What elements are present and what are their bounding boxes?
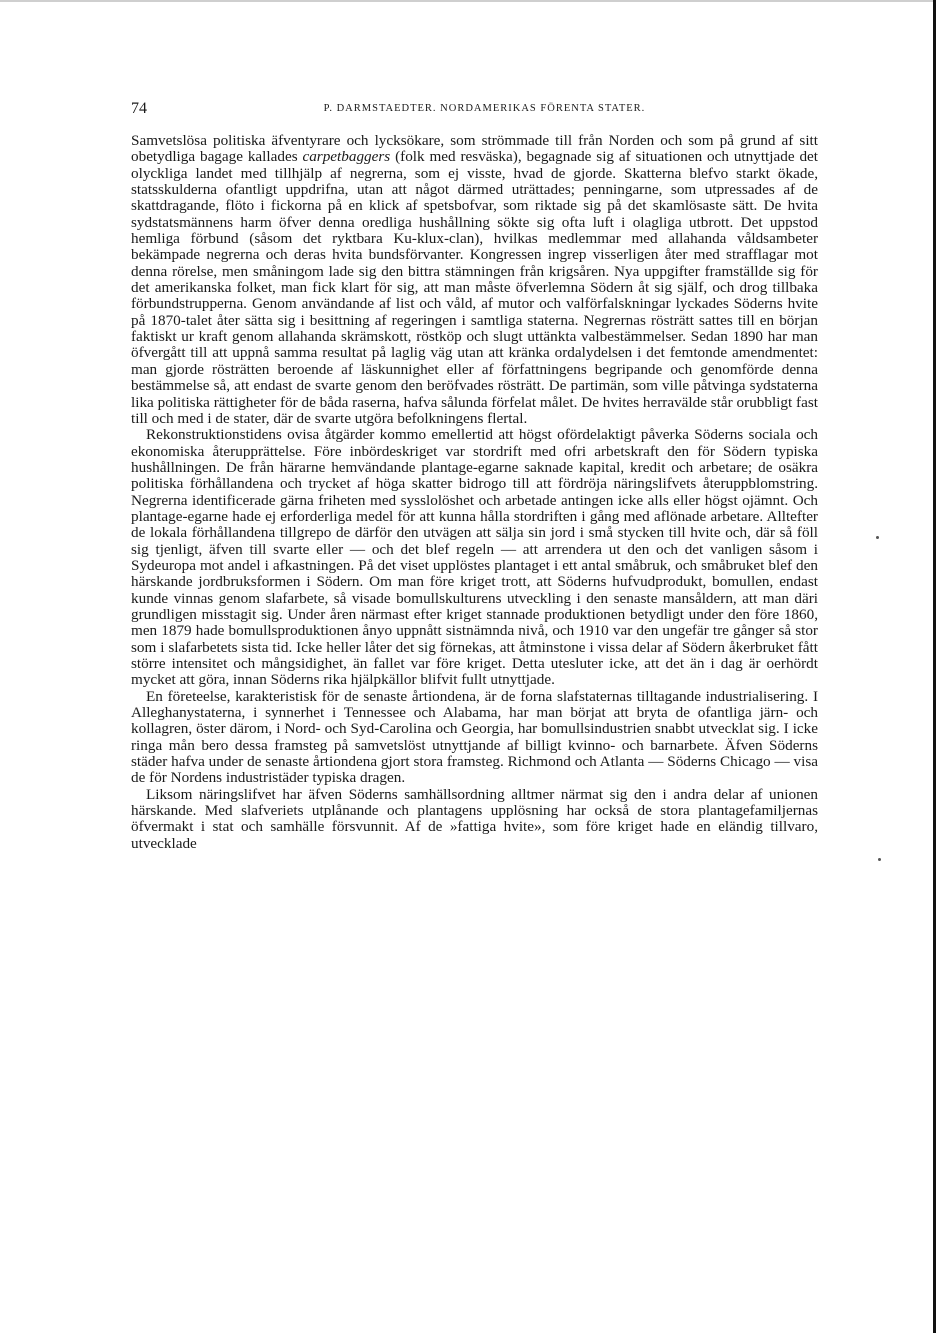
body-text (131, 133, 818, 852)
running-head: P. DARMSTAEDTER. NORDAMERIKAS FÖRENTA STATER. (323, 103, 646, 114)
paragraph-3: En företeelse, karakteristisk för de senaste årtiondena, är de forna slafstaternas tilltagande industrialisering. I Alleghanystaterna, i synnerhet i Tennessee och Alabama, har man börjat att bryta de ofantliga järn- och kollagren, öster därom, i Nord- och Syd-Carolina och Georgia, har bomullsindustrien snabbt utvecklat sig. I icke ringa mån bero dessa framsteg på samvetslöst utnyttjande af billigt kvinno- och barnarbete. Äfven Söderns städer hafva under de senaste årtiondena gjort stora framsteg. Richmond och Atlanta — Söderns Chicago — visa de för Nordens industristäder typiska dragen. (131, 687, 818, 787)
paragraph-1: Samvetslösa politiska äfventyrare och lycksökare, som strömmade till från Norden och som på grund af sitt obetydliga bagage kallades carpetbaggers (folk med resväska), begagnade sig af situationen och utnyttjade det olyckliga landet med tillhjälp af negrerna, som ej visste, hvad de gjorde. Skatterna blefvo starkt ökade, statsskulderna ofantligt uppdrifna, utan att något därmed uträttades; penningarne, som utpressades af de skattdragande, flöto i fickorna på en klick af spetsbofvar, som riktade sig på det skamlösaste sätt. De hvita sydstatsmännens harm öfver denna oredliga hushållning sökte sig ofta luft i olagliga utbrott. Det uppstod hemliga förbund (såsom det ryktbara Ku-klux-clan), hvilkas medlemmar med allahanda våldsambeter bekämpade negrerna och deras hvita bundsförvanter. Kongressen ingrep visserligen åter med strafflagar mot denna rörelse, men småningom lade sig den bittra stämningen från krigsåren. Nya uppgifter framställde sig för det amerikanska folket, man fick klart för sig, att man måste öfverlemna Södern åt sig själf, och drog tillbaka förbundstrupperna. Genom användande af list och våld, af mutor och valförfalskningar lyckades Söderns hvite på 1870-talet åter sätta sig i besittning af regeringen i samtliga staterna. Negrernas rösträtt sattes till en början faktiskt ur kraft genom allahanda skrämskott, röstköp och slugt uttänkta valbestämmelser. Sedan 1890 har man öfvergått till att uppnå samma resultat på laglig väg utan att kränka ordalydelsen i det femtonde amendmentet: man gjorde rösträtten beroende af läskunnighet eller af författningens begripande och genomförde denna bestämmelse så, att endast de svarte genom den beröfvades rösträtt. De partimän, som ville påtvinga sydstaterna lika politiska rättigheter för de båda raserna, hafva sålunda förfelat målet. De hvites herravälde står orubbligt fast till och med i de stater, där de svarte utgöra befolkningens flertal. (131, 132, 818, 427)
paragraph-2: Rekonstruktionstidens ovisa åtgärder kommo emellertid att högst ofördelaktigt påverka Söderns sociala och ekonomiska återupprättelse. Före inbördeskriget var stordrift med ofri arbetskraft den för Södern typiska hushållningen. De från härarne hemvändande plantage-egarne saknade kapital, kredit och arbetare; de osäkra politiska förhållandena och trycket af höga skatter bidrogo till att fördröja näringslifvets återuppblomstring. Negrerna identificerade gärna friheten med sysslolöshet och arbetade antingen icke alls eller högst ojämnt. Och plantage-egarne hade ej erforderliga medel för att kunna hålla stordriften i gång med aflönade arbetare. Alltefter de lokala förhållandena tillgrepo de därför den utvägen att sälja sin jord i små stycken till hvite och, där så föll sig tjenligt, äfven till svarte eller — och det blef regeln — att arrendera ut den och det vanligen såsom i Sydeuropa mot andel i afkastningen. På det viset upplöstes plantaget i ett antal småbruk, och småbruket blef den härskande jordbruksformen i Södern. Om man före kriget trott, att Söderns hufvudprodukt, bomullen, endast kunde vinnas genom slafarbete, så visade bomullskulturens utveckling i den senaste mansåldern, att man däri grundligen misstagit sig. Under åren närmast efter kriget stannade produktionen betydligt under den före 1860, men 1879 hade bomullsproduktionen ånyo uppnått sistnämnda nivå, och 1910 var den ungefär tre gånger så stor som i slafarbetets sista tid. Icke heller låter det sig förnekas, att åtminstone i vissa delar af Södern åkerbruket fått större intensitet och mångsidighet, än fallet var före kriget. Detta utesluter icke, att det än i dag är oerhördt mycket att göra, innan Söderns rika hjälpkällor blifvit fullt utnyttjade. (131, 426, 818, 689)
scan-top-edge (0, 0, 936, 2)
page-number: 74 (131, 100, 147, 117)
page-header (131, 100, 818, 120)
scan-speck (876, 536, 879, 539)
paragraph-4: Liksom näringslifvet har äfven Söderns samhällsordning alltmer närmat sig den i andra delar af unionen härskande. Med slafveriets utplånande och plantagens upplösning har också de stora plantagefamiljernas öfvermakt i stat och samhälle försvunnit. Af de »fattiga hvite», som före kriget hade en eländig tillvaro, utvecklade (131, 785, 818, 852)
italic-term: carpetbaggers (302, 148, 391, 166)
scan-speck (878, 858, 881, 861)
